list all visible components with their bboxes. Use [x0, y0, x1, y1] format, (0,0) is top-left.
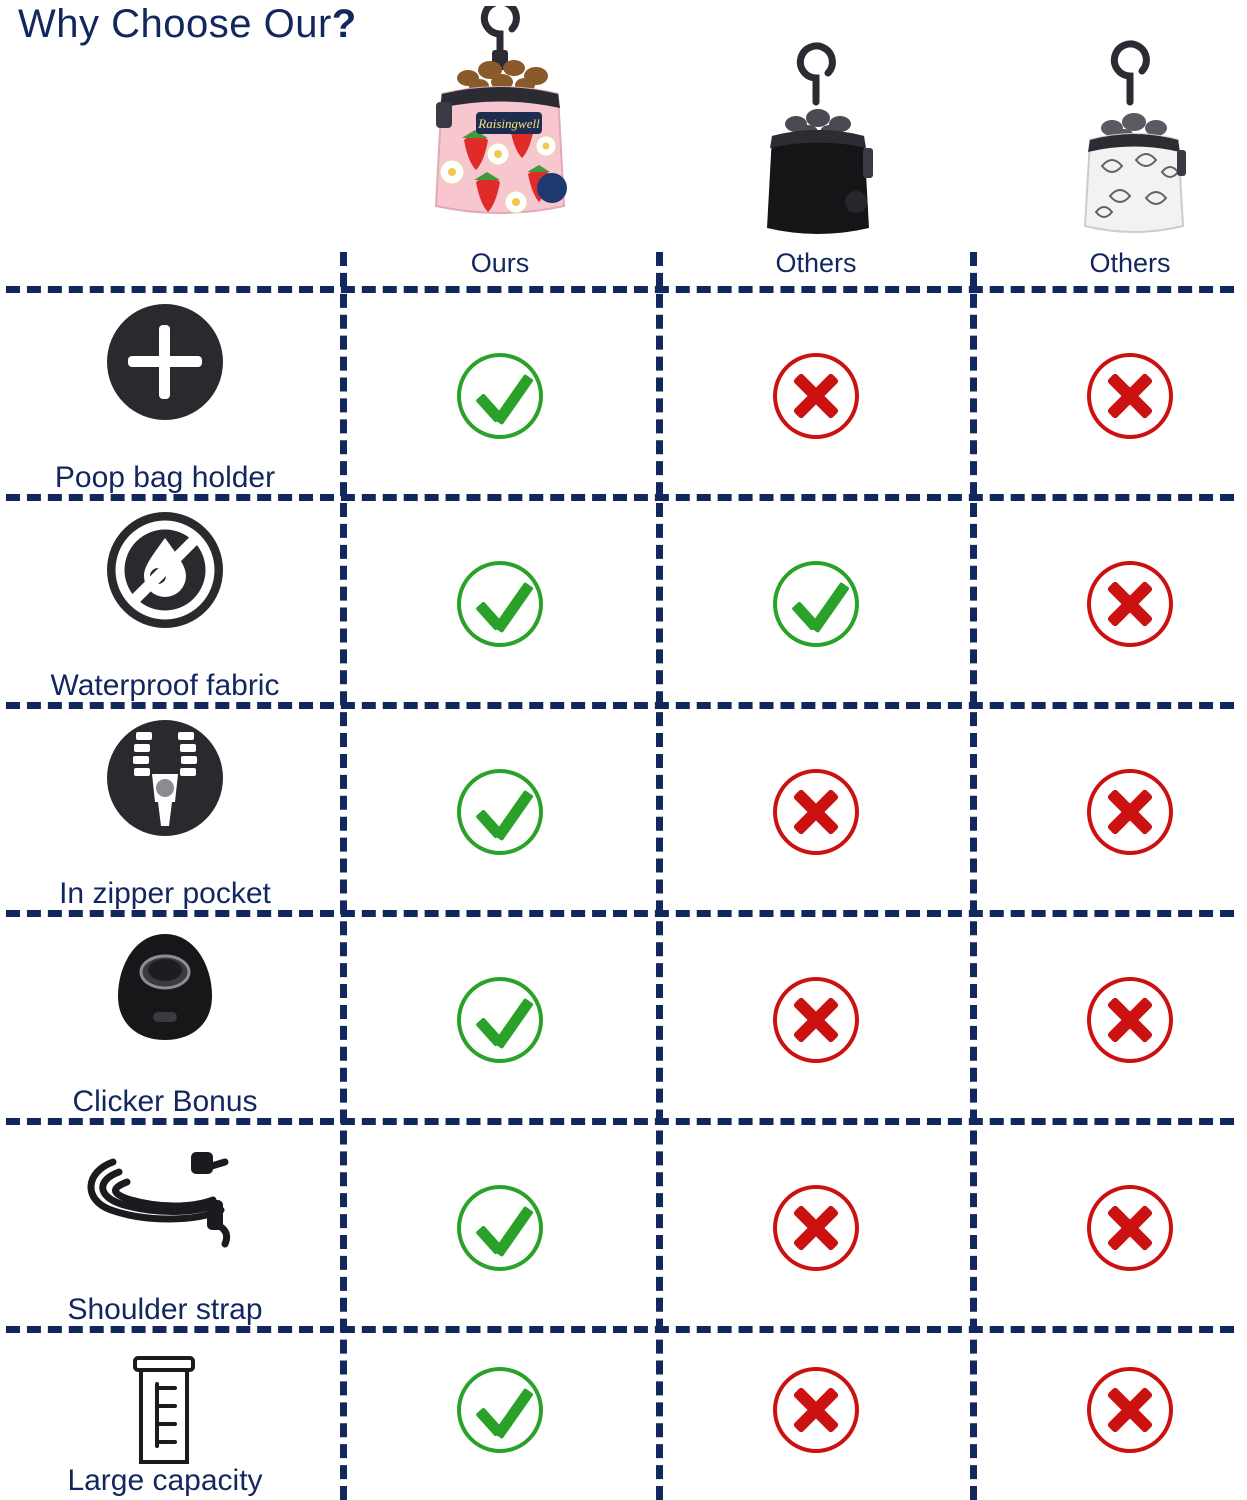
feature-cell: [0, 1332, 330, 1500]
check-icon: [457, 977, 543, 1063]
product-header-row: [0, 0, 1247, 282]
mark-others-2: [1087, 1185, 1173, 1271]
table-row: [0, 916, 1247, 1123]
product-column-ours: [340, 6, 660, 279]
check-icon: [773, 561, 859, 647]
feature-label: In zipper pocket: [59, 877, 271, 910]
mark-ours: [457, 353, 543, 439]
mark-others-2: [1087, 1367, 1173, 1453]
black-pouch-icon: [656, 6, 976, 246]
cross-icon: [773, 769, 859, 855]
product-label-ours: Ours: [470, 248, 530, 278]
mark-others-1: [773, 353, 859, 439]
cross-icon: [1087, 769, 1173, 855]
table-row: [0, 708, 1247, 915]
zipper-icon: [100, 716, 230, 851]
mark-ours: [457, 561, 543, 647]
mark-others-1: [773, 561, 859, 647]
table-row: [0, 292, 1247, 499]
product-image-others-1: [656, 6, 976, 246]
table-row: [0, 1124, 1247, 1331]
mark-ours: [457, 1367, 543, 1453]
page-title-text: Why Choose Our: [18, 2, 332, 46]
mark-others-1: [773, 977, 859, 1063]
feature-label: Large capacity: [67, 1464, 263, 1497]
check-icon: [457, 1185, 543, 1271]
mark-others-2: [1087, 977, 1173, 1063]
check-icon: [457, 353, 543, 439]
feature-cell: [0, 292, 330, 499]
product-column-others-2: [970, 6, 1247, 279]
mark-others-1: [773, 1367, 859, 1453]
feature-cell: [0, 708, 330, 915]
shoulder-strap-icon: [75, 1138, 255, 1263]
mark-others-2: [1087, 769, 1173, 855]
product-label-others-2: Others: [1089, 248, 1171, 278]
check-icon: [457, 561, 543, 647]
training-clicker-icon: [100, 924, 230, 1059]
measuring-container-icon: [105, 1344, 225, 1469]
feature-label: Waterproof fabric: [50, 669, 280, 702]
poop-bag-dispenser-icon: [100, 300, 230, 435]
page-title-question-mark: ?: [331, 2, 357, 46]
mark-others-2: [1087, 353, 1173, 439]
feature-label: Poop bag holder: [54, 461, 276, 494]
product-image-ours: [340, 6, 660, 246]
feature-cell: [0, 1124, 330, 1331]
cross-icon: [1087, 1185, 1173, 1271]
mark-others-1: [773, 769, 859, 855]
table-row: [0, 1332, 1247, 1500]
cross-icon: [773, 1185, 859, 1271]
cross-icon: [773, 977, 859, 1063]
pink-strawberry-pouch-icon: [340, 6, 660, 246]
product-column-others-1: [656, 6, 976, 279]
check-icon: [457, 1367, 543, 1453]
cross-icon: [1087, 561, 1173, 647]
feature-label: Clicker Bonus: [72, 1085, 258, 1118]
table-row: [0, 500, 1247, 707]
cross-icon: [1087, 1367, 1173, 1453]
check-icon: [457, 769, 543, 855]
mark-ours: [457, 1185, 543, 1271]
cross-icon: [1087, 977, 1173, 1063]
waterproof-no-water-drop-icon: [100, 508, 230, 643]
feature-cell: [0, 500, 330, 707]
mark-others-1: [773, 1185, 859, 1271]
mark-ours: [457, 977, 543, 1063]
product-image-others-2: [970, 6, 1247, 246]
product-label-others-1: Others: [775, 248, 857, 278]
brand-tag-text: Raisingwell: [478, 116, 540, 131]
cross-icon: [1087, 353, 1173, 439]
feature-cell: [0, 916, 330, 1123]
white-floral-pouch-icon: [970, 6, 1247, 246]
mark-ours: [457, 769, 543, 855]
cross-icon: [773, 1367, 859, 1453]
cross-icon: [773, 353, 859, 439]
feature-label: Shoulder strap: [67, 1293, 263, 1326]
mark-others-2: [1087, 561, 1173, 647]
